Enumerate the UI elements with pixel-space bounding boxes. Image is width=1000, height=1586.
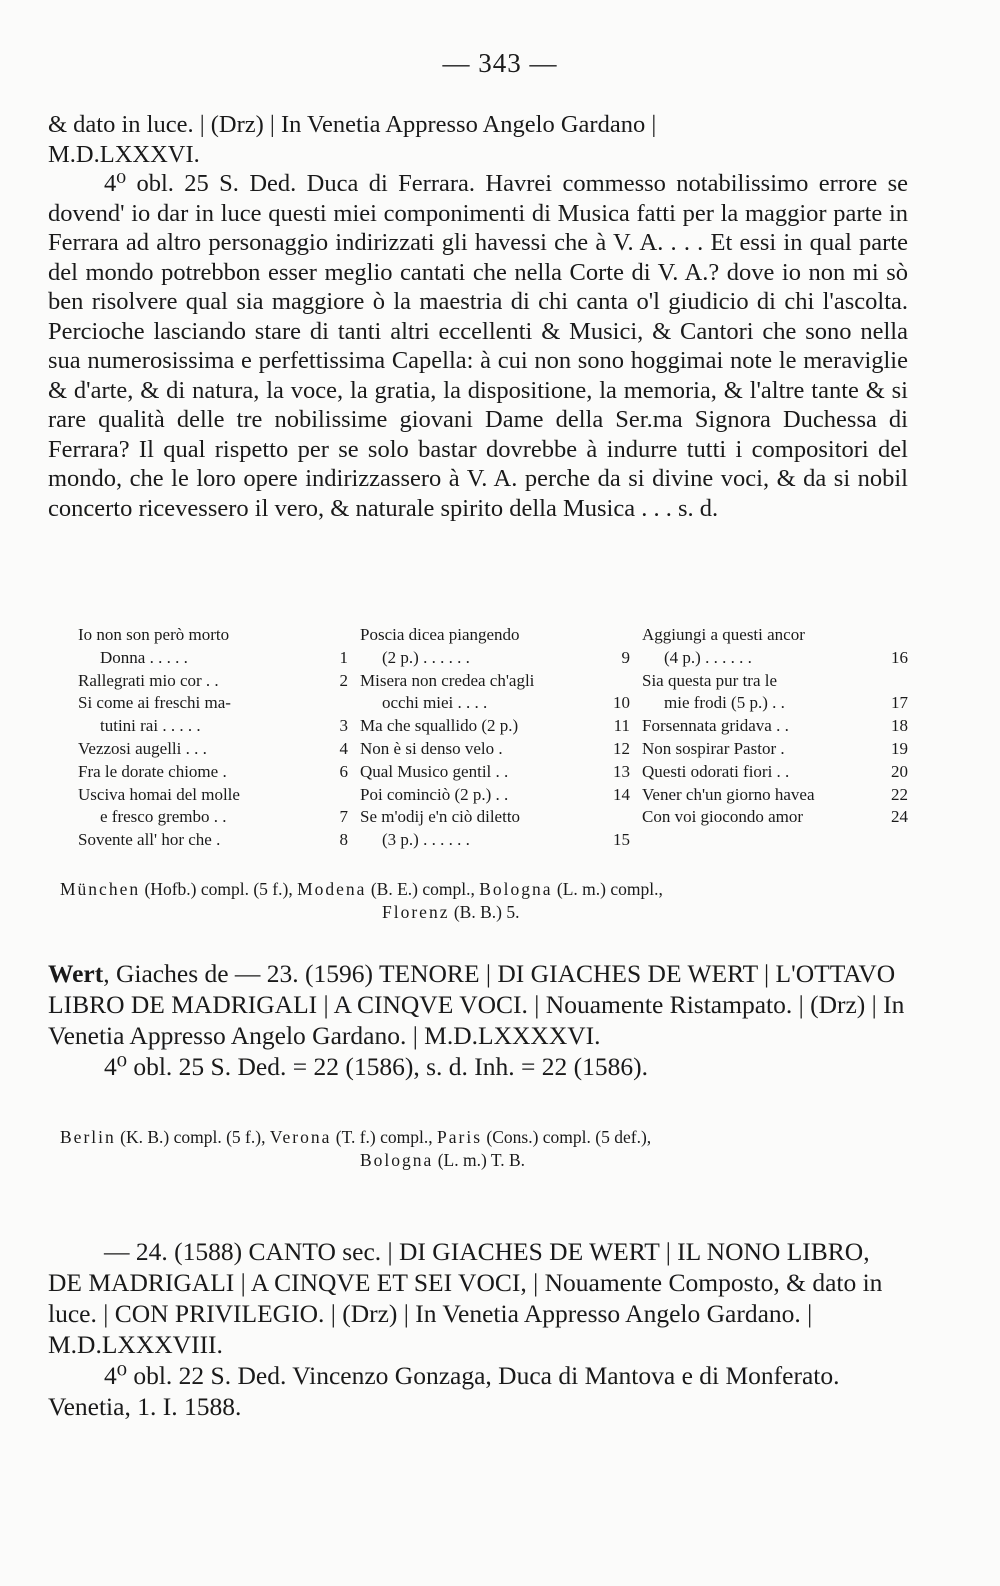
entry-title bbox=[48, 958, 908, 1051]
index-entry bbox=[360, 647, 630, 670]
index-entry bbox=[360, 829, 630, 852]
index-entry-number: 15 bbox=[613, 830, 630, 850]
title-line: & dato in luce. | (Drz) | In Venetia Appresso Angelo Gardano | bbox=[48, 111, 657, 138]
index-entry bbox=[642, 761, 908, 784]
index-entry bbox=[642, 738, 908, 761]
library-city: Bologna bbox=[360, 1150, 434, 1170]
holdings-detail: (B. E.) compl., bbox=[366, 879, 480, 899]
index-entry bbox=[642, 784, 908, 807]
index-entry-number: 10 bbox=[613, 693, 630, 713]
holdings-line bbox=[60, 901, 910, 924]
index-column-3 bbox=[642, 624, 908, 829]
index-entry-title: (4 p.) . . . . . . bbox=[664, 647, 752, 667]
holdings-detail: (K. B.) compl. (5 f.), bbox=[115, 1127, 270, 1147]
index-entry-number: 24 bbox=[891, 807, 908, 827]
entry-description: 4⁰ obl. 22 S. Ded. Vincenzo Gonzaga, Duca di Mantova e di Monferato. Venetia, 1. I. 1588. bbox=[48, 1361, 840, 1421]
index-entry bbox=[642, 715, 908, 738]
index-entry-number: 3 bbox=[339, 716, 348, 736]
index-entry-number: 6 bbox=[339, 761, 348, 781]
index-entry bbox=[78, 647, 348, 670]
index-entry bbox=[360, 670, 630, 693]
index-entry-title: tutini rai . . . . . bbox=[100, 716, 201, 736]
holdings-detail: (Cons.) compl. (5 def.), bbox=[482, 1127, 652, 1147]
index-entry-title: Qual Musico gentil . . bbox=[360, 761, 509, 781]
library-holdings bbox=[60, 878, 910, 924]
index-entry-title: Sovente all' hor che . bbox=[78, 830, 221, 850]
index-entry bbox=[642, 670, 908, 693]
index-entry-number: 7 bbox=[339, 807, 348, 827]
library-city: Verona bbox=[269, 1127, 332, 1147]
index-entry bbox=[78, 806, 348, 829]
index-entry bbox=[78, 715, 348, 738]
index-entry-title: Vezzosi augelli . . . bbox=[78, 738, 207, 758]
index-entry-title: Se m'odij e'n ciò diletto bbox=[360, 807, 521, 827]
holdings-line bbox=[60, 1126, 910, 1149]
index-entry bbox=[78, 738, 348, 761]
dedication-paragraph: 4⁰ obl. 25 S. Ded. Duca di Ferrara. Havrei commesso notabilissimo errore se dovend' io dar in luce questi miei componimenti di Musica fatti per la maggior parte in Ferrara ad altro personaggio indirizzati gli havessi che à V. A. . . . Et essi in qual parte del mondo potrebbon esser meglio cantati che nella Corte di V. A.? dove io non mi sò ben risolvere qual sia maggiore ò la maestria di chi canta o'l giudicio di chi l'ascolta. Percioche lasciando stare di tanti altri eccellenti & Musici, & Cantori che sono nella sua numerosissima e perfettissima Capella: à cui non sono hoggimai note le meraviglie & d'arte, & di natura, la voce, la gratia, la dispositione, la memoria, & l'altre tante & si rare qualità delle tre nobilissime giovani Dame della Ser.ma Signora Duchessa di Ferrara? Il qual rispetto per se solo bastar dovrebbe à indurre tutti i compositori del mondo, che le loro opere indirizzassero à V. A. perche da si divine voci, & da si nobil concerto ricevessero il vero, & naturale spirito della Musica . . . s. d. bbox=[48, 170, 908, 522]
index-entry-title: Rallegrati mio cor . . bbox=[78, 670, 219, 690]
index-entry-title: Misera non credea ch'agli bbox=[360, 670, 535, 690]
index-entry bbox=[78, 784, 348, 807]
entry-24 bbox=[48, 1236, 908, 1422]
index-entry-number: 11 bbox=[613, 716, 630, 736]
index-entry-number bbox=[884, 624, 908, 647]
index-entry-number: 17 bbox=[891, 693, 908, 713]
index-entry-number: 19 bbox=[891, 738, 908, 758]
index-entry bbox=[360, 624, 630, 647]
library-city: Bologna bbox=[479, 879, 553, 899]
index-entry-number: 22 bbox=[891, 784, 908, 804]
index-entry-number bbox=[606, 806, 630, 829]
holdings-detail: (L. m.) T. B. bbox=[433, 1150, 526, 1170]
index-entry-title: (2 p.) . . . . . . bbox=[382, 647, 470, 667]
library-city: München bbox=[60, 879, 141, 899]
index-entry-number bbox=[324, 624, 348, 647]
author-name: Wert bbox=[48, 959, 104, 988]
title-line: M.D.LXXXVI. bbox=[48, 140, 200, 168]
index-entry-number bbox=[606, 624, 630, 647]
index-entry-number: 4 bbox=[339, 738, 348, 758]
library-city: Florenz bbox=[382, 902, 450, 922]
index-entry-title: Vener ch'un giorno havea bbox=[642, 784, 815, 804]
index-column-2 bbox=[360, 624, 630, 852]
index-entry bbox=[360, 806, 630, 829]
index-entry bbox=[642, 692, 908, 715]
index-column-1 bbox=[78, 624, 348, 852]
library-holdings bbox=[60, 1126, 910, 1172]
holdings-detail: (B. B.) 5. bbox=[449, 902, 520, 922]
index-entry bbox=[78, 829, 348, 852]
index-entry-title: Poi cominciò (2 p.) . . bbox=[360, 784, 509, 804]
index-entry-number: 20 bbox=[891, 761, 908, 781]
index-entry-title: (3 p.) . . . . . . bbox=[382, 830, 470, 850]
index-entry bbox=[78, 761, 348, 784]
index-entry-title: mie frodi (5 p.) . . bbox=[664, 693, 785, 713]
index-entry-number: 16 bbox=[891, 647, 908, 667]
holdings-detail: (L. m.) compl., bbox=[552, 879, 663, 899]
index-entry-title: Con voi giocondo amor bbox=[642, 807, 804, 827]
index-entry bbox=[78, 670, 348, 693]
entry-description: 4⁰ obl. 25 S. Ded. = 22 (1586), s. d. Inh. = 22 (1586). bbox=[104, 1052, 648, 1081]
library-city: Paris bbox=[437, 1127, 483, 1147]
library-city: Berlin bbox=[60, 1127, 116, 1147]
index-entry-number: 14 bbox=[613, 784, 630, 804]
index-entry-number bbox=[324, 692, 348, 715]
entry-continuation bbox=[48, 110, 908, 523]
index-entry bbox=[360, 784, 630, 807]
index-entry-number bbox=[606, 670, 630, 693]
index-entry-title: Forsennata gridava . . bbox=[642, 716, 789, 736]
index-entry-title: Non è si denso velo . bbox=[360, 738, 503, 758]
index-entry-title: Fra le dorate chiome . bbox=[78, 761, 227, 781]
index-entry-title: Questi odorati fiori . . bbox=[642, 761, 790, 781]
index-entry-title: Non sospirar Pastor . bbox=[642, 738, 785, 758]
index-entry-number bbox=[324, 784, 348, 807]
page-number: — 343 — bbox=[442, 48, 558, 78]
index-entry-title: Io non son però morto bbox=[78, 625, 230, 644]
index-entry bbox=[78, 624, 348, 647]
holdings-line bbox=[60, 878, 910, 901]
index-entry bbox=[78, 692, 348, 715]
index-entry-title: Ma che squallido (2 p.) bbox=[360, 716, 519, 736]
index-entry-number: 2 bbox=[339, 670, 348, 690]
index-entry bbox=[360, 692, 630, 715]
index-entry-title: Poscia dicea piangendo bbox=[360, 625, 520, 644]
index-entry bbox=[360, 738, 630, 761]
library-city: Modena bbox=[297, 879, 367, 899]
index-entry bbox=[360, 761, 630, 784]
index-entry bbox=[360, 715, 630, 738]
index-entry-number: 8 bbox=[339, 830, 348, 850]
index-entry-title: Si come ai freschi ma- bbox=[78, 693, 231, 713]
holdings-detail: (T. f.) compl., bbox=[331, 1127, 438, 1147]
index-entry-title: Donna . . . . . bbox=[100, 647, 188, 667]
holdings-detail: (Hofb.) compl. (5 f.), bbox=[140, 879, 298, 899]
index-entry-title: e fresco grembo . . bbox=[100, 807, 227, 827]
entry-23 bbox=[48, 958, 908, 1082]
index-entry-title: Usciva homai del molle bbox=[78, 784, 240, 804]
index-entry bbox=[642, 806, 908, 829]
index-entry-number: 13 bbox=[613, 761, 630, 781]
index-entry-title: Sia questa pur tra le bbox=[642, 670, 778, 690]
index-entry-number: 1 bbox=[339, 647, 348, 667]
index-entry-number: 9 bbox=[621, 647, 630, 667]
index-entry-title: Aggiungi a questi ancor bbox=[642, 625, 805, 644]
index-entry bbox=[642, 624, 908, 647]
entry-title: — 24. (1588) CANTO sec. | DI GIACHES DE WERT | IL NONO LIBRO, DE MADRIGALI | A CINQVE ET SEI VOCI, | Nouamente Composto, & dato in luce. | CON PRIVILEGIO. | (Drz) | In Venetia Appresso Angelo Gardano. | M.D.LXXXVIII. bbox=[48, 1237, 883, 1359]
index-entry-number: 12 bbox=[613, 738, 630, 758]
index-entry-title: occhi miei . . . . bbox=[382, 693, 488, 713]
index-entry-number bbox=[884, 670, 908, 693]
index-entry bbox=[642, 647, 908, 670]
entry-title-text: , Giaches de — 23. (1596) TENORE | DI GIACHES DE WERT | L'OTTAVO LIBRO DE MADRIGALI | A CINQVE VOCI. | Nouamente Ristampato. | (Drz) | In Venetia Appresso Angelo Gardano. | M.D.LXXXXVI. bbox=[48, 959, 905, 1050]
index-entry-number: 18 bbox=[891, 716, 908, 736]
holdings-line bbox=[60, 1149, 910, 1172]
